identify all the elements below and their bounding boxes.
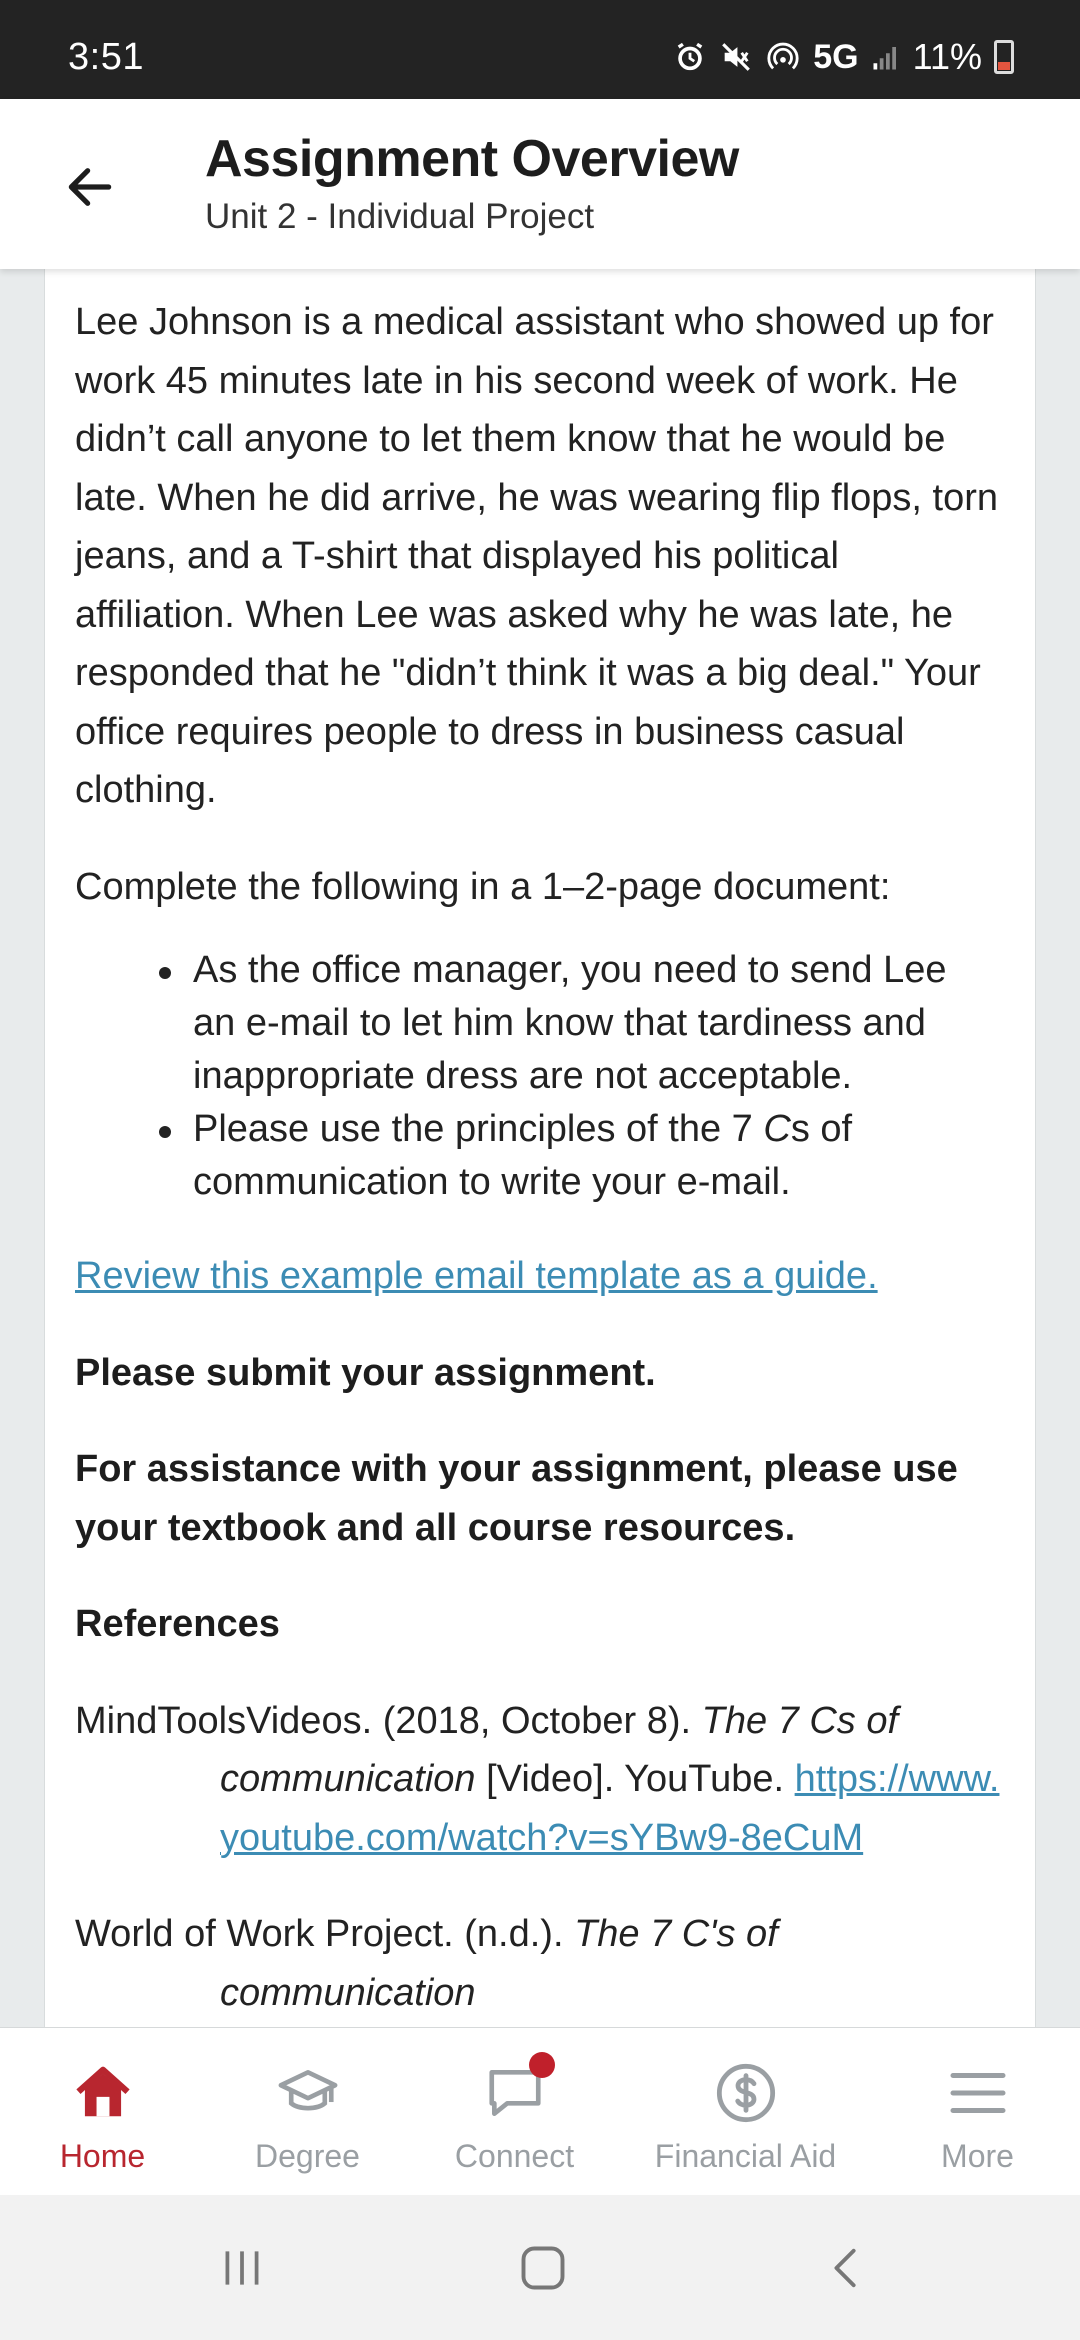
- references-heading: References: [75, 1603, 280, 1645]
- signal-icon: [871, 42, 901, 72]
- home-square-icon: [517, 2242, 569, 2294]
- home-icon: [63, 2058, 143, 2128]
- back-button[interactable]: [50, 147, 130, 227]
- home-button[interactable]: [503, 2233, 583, 2303]
- nav-home[interactable]: Home: [40, 2028, 165, 2196]
- recent-apps-icon: [217, 2243, 267, 2293]
- prompt-paragraph: Complete the following in a 1–2-page document:: [75, 865, 891, 908]
- status-icons: [673, 36, 1014, 78]
- reference-item: World of Work Project. (n.d.). The 7 C's of communication: [75, 1913, 778, 2014]
- scenario-paragraph: Lee Johnson is a medical assistant who showed up for work 45 minutes late in his second week of work. He didn’t call anyone to let them know that he would be late. When he did arrive, he was wearing flip flops, torn jeans, and a T-shirt that displayed his political affiliation. When Lee was asked why he was late, he responded that he "didn’t think it was a big deal." Your office requires people to dress in business casual clothing.: [75, 301, 999, 811]
- battery-percent: 11%: [912, 36, 982, 77]
- email-template-link[interactable]: Review this example email template as a guide.: [75, 1255, 878, 1297]
- nav-connect[interactable]: Connect: [442, 2028, 587, 2196]
- reference-item: MindToolsVideos. (2018, October 8). The 7 Cs of communication [Video]. YouTube. https://www.youtube.com/watch?v=sYBw9-8eCuM: [75, 1699, 1000, 1859]
- nav-more[interactable]: More: [920, 2028, 1035, 2196]
- menu-icon: [938, 2058, 1018, 2128]
- battery-icon: [994, 40, 1014, 74]
- mute-icon: [719, 40, 753, 74]
- nav-financial-aid[interactable]: Financial Aid: [648, 2028, 843, 2196]
- status-bar: [0, 0, 1080, 99]
- assignment-content[interactable]: [44, 269, 1036, 2027]
- nav-degree[interactable]: Degree: [240, 2028, 375, 2196]
- list-item: Please use the principles of the 7 Cs of communication to write your e-mail.: [193, 1103, 995, 1209]
- list-item: As the office manager, you need to send Lee an e-mail to let him know that tardiness and inappropriate dress are not acceptable.: [193, 944, 995, 1103]
- requirements-list: [75, 944, 1005, 1209]
- page-subtitle: Unit 2 - Individual Project: [205, 197, 595, 236]
- hotspot-icon: [765, 40, 801, 74]
- notification-badge: [529, 2052, 555, 2078]
- graduation-cap-icon: [268, 2058, 348, 2128]
- system-back-button[interactable]: [806, 2233, 886, 2303]
- dollar-circle-icon: [706, 2058, 786, 2128]
- chat-bubble-icon: [475, 2058, 555, 2128]
- chevron-left-icon: [823, 2242, 869, 2294]
- bottom-navigation: [0, 2027, 1080, 2195]
- network-type: 5G: [813, 37, 859, 76]
- recent-apps-button[interactable]: [202, 2233, 282, 2303]
- page-title: Assignment Overview: [205, 130, 739, 188]
- submit-instruction: Please submit your assignment.: [75, 1351, 656, 1394]
- arrow-left-icon: [62, 159, 118, 215]
- assistance-instruction: For assistance with your assignment, please use your textbook and all course resources.: [75, 1448, 958, 1549]
- youtube-link[interactable]: https://www.youtube.com/watch?v=sYBw9-8eCuM: [220, 1758, 1000, 1859]
- app-header: [0, 99, 1080, 269]
- system-navigation-bar: [0, 2195, 1080, 2340]
- alarm-icon: [673, 40, 707, 74]
- status-time: 3:51: [68, 36, 144, 78]
